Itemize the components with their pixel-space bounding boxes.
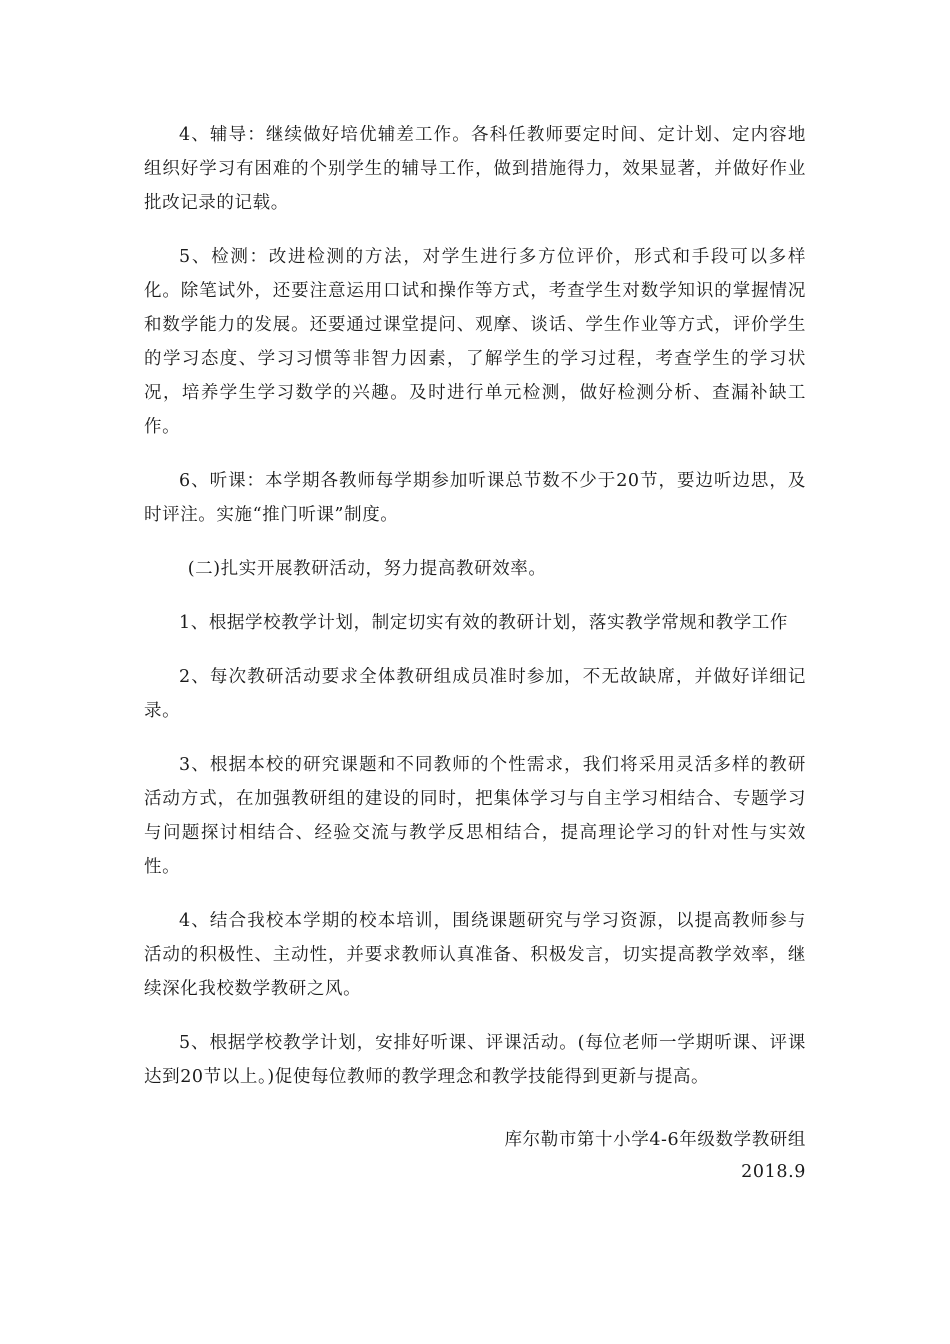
signature-block — [505, 1124, 806, 1188]
paragraph-tutoring: 4、辅导：继续做好培优辅差工作。各科任教师要定时间、定计划、定内容地组织好学习有困难的个别学生的辅导工作，做到措施得力，效果显著，并做好作业批改记录的记载。 — [144, 125, 806, 213]
paragraph-observation-evaluation: 5、根据学校教学计划，安排好听课、评课活动。(每位老师一学期听课、评课达到20节以上。)促使每位教师的教学理念和教学技能得到更新与提高。 — [144, 1033, 806, 1087]
paragraph-attendance: 2、每次教研活动要求全体教研组成员准时参加，不无故缺席，并做好详细记录。 — [144, 667, 806, 721]
paragraph-assessment: 5、检测：改进检测的方法，对学生进行多方位评价，形式和手段可以多样化。除笔试外，还要注意运用口试和操作等方式，考查学生对数学知识的掌握情况和数学能力的发展。还要通过课堂提问、观摩、谈话、学生作业等方式，评价学生的学习态度、学习习惯等非智力因素，了解学生的学习过程，考查学生的学习状况，培养学生学习数学的兴趣。及时进行单元检测，做好检测分析、查漏补缺工作。 — [144, 247, 806, 437]
paragraph-research-plan: 1、根据学校教学计划，制定切实有效的教研计划，落实教学常规和教学工作 — [179, 613, 789, 633]
paragraph-activity-methods: 3、根据本校的研究课题和不同教师的个性需求，我们将采用灵活多样的教研活动方式，在加强教研组的建设的同时，把集体学习与自主学习相结合、专题学习与问题探讨相结合、经验交流与教学反思相结合，提高理论学习的针对性与实效性。 — [144, 755, 806, 877]
paragraph-lesson-observation: 6、听课：本学期各教师每学期参加听课总节数不少于20节，要边听边思，及时评注。实施“推门听课”制度。 — [144, 471, 806, 525]
section-heading-research-activities: (二)扎实开展教研活动，努力提高教研效率。 — [187, 559, 547, 579]
signature-organization: 库尔勒市第十小学4-6年级数学教研组 — [504, 1130, 806, 1150]
paragraph-school-training: 4、结合我校本学期的校本培训，围绕课题研究与学习资源，以提高教师参与活动的积极性、主动性，并要求教师认真准备、积极发言，切实提高教学效率，继续深化我校数学教研之风。 — [144, 911, 806, 999]
document-body — [144, 118, 806, 1114]
signature-date: 2018.9 — [741, 1162, 806, 1182]
